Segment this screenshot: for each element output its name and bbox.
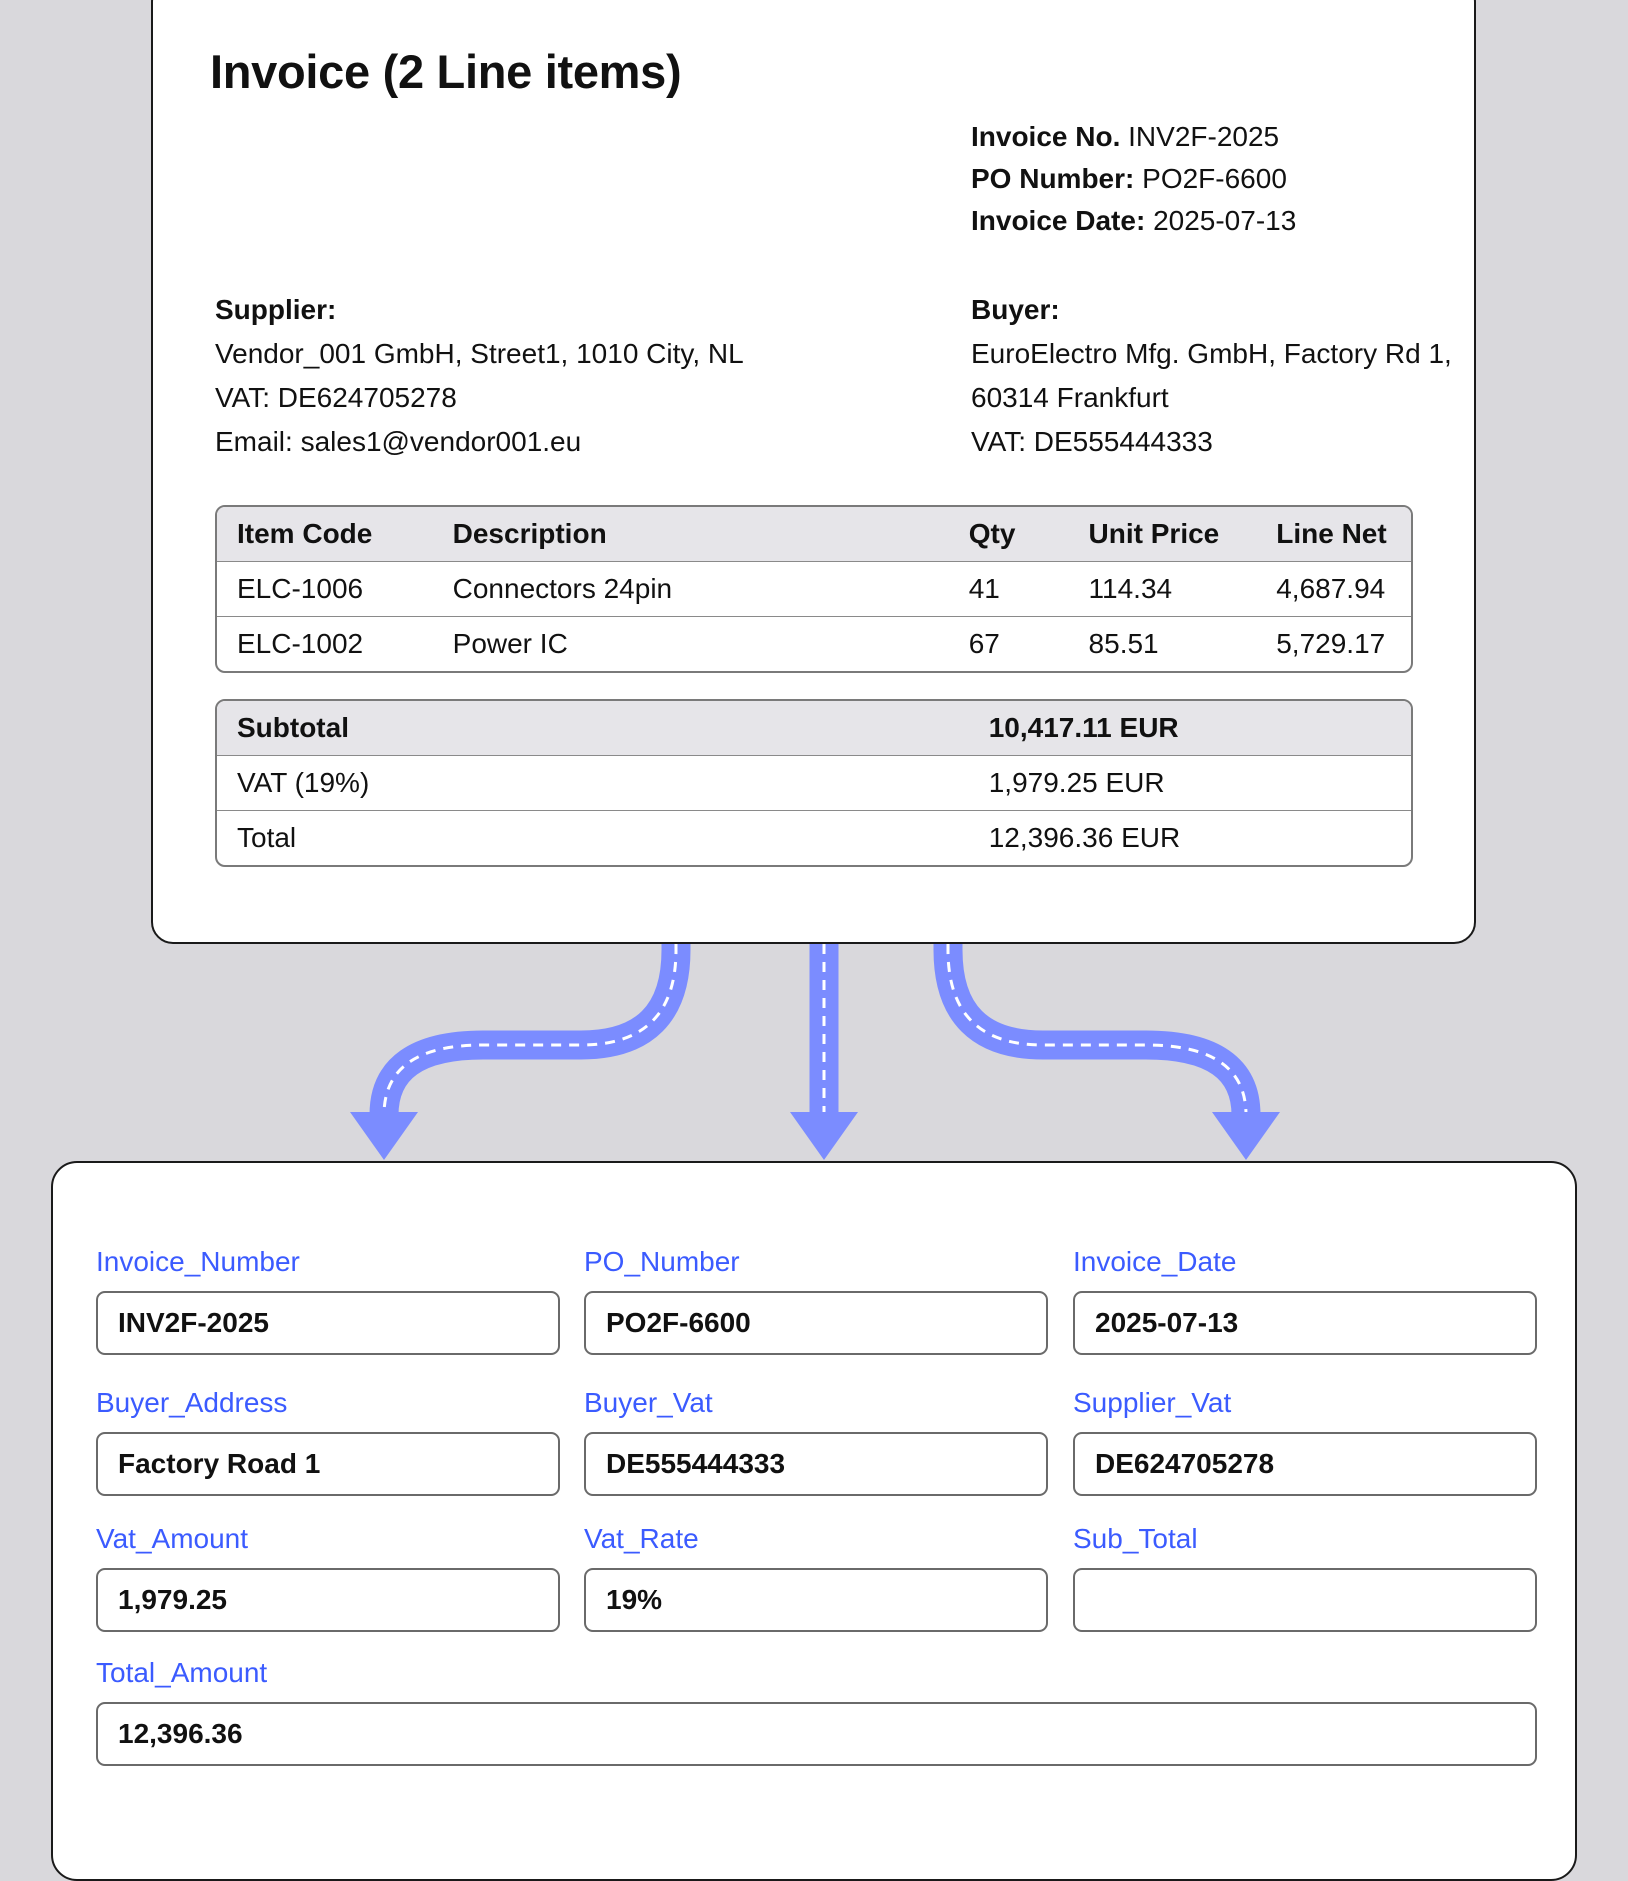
field-label: Invoice_Number — [96, 1246, 300, 1277]
subtotal-amount: 10,417.11 EUR — [988, 712, 1179, 743]
field-sub-total — [1073, 1522, 1537, 1632]
buyer-vat-input[interactable]: DE555444333 — [584, 1432, 1048, 1496]
field-label: Vat_Amount — [96, 1523, 249, 1554]
right-arrow-head — [1212, 1112, 1280, 1160]
field-buyer-address — [96, 1386, 560, 1496]
line-net-cell: 4,687.94 — [1276, 573, 1386, 604]
supplier-email: Email: sales1@vendor001.eu — [215, 426, 582, 457]
field-po-number — [584, 1245, 1048, 1355]
unit-price-cell: 85.51 — [1088, 628, 1159, 659]
field-invoice-date — [1073, 1245, 1537, 1355]
supplier-vat: VAT: DE624705278 — [215, 382, 457, 413]
po-number-label: PO Number: — [971, 163, 1135, 194]
invoice-title: Invoice (2 Line items) — [210, 45, 682, 98]
header-unit-price: Unit Price — [1088, 518, 1220, 549]
supplier-heading: Supplier: — [215, 294, 337, 325]
buyer-address-line1: EuroElectro Mfg. GmbH, Factory Rd 1, — [971, 338, 1452, 369]
qty-cell: 67 — [968, 628, 1000, 659]
item-code-cell: ELC-1006 — [237, 573, 364, 604]
po-number-input[interactable]: PO2F-6600 — [584, 1291, 1048, 1355]
field-vat-amount — [96, 1522, 560, 1632]
buyer-address-input[interactable]: Factory Road 1 — [96, 1432, 560, 1496]
header-qty: Qty — [968, 518, 1016, 549]
field-label: Supplier_Vat — [1073, 1387, 1232, 1418]
center-arrow-head — [790, 1112, 858, 1160]
field-total-amount — [96, 1656, 1537, 1766]
item-code-cell: ELC-1002 — [237, 628, 364, 659]
right-arrow — [948, 944, 1280, 1160]
subtotal-label: Subtotal — [237, 712, 349, 743]
left-arrow-head — [350, 1112, 418, 1160]
field-supplier-vat — [1073, 1386, 1537, 1496]
supplier-vat-input[interactable]: DE624705278 — [1073, 1432, 1537, 1496]
header-description: Description — [452, 518, 607, 549]
right-arrow-body — [948, 944, 1246, 1115]
field-label: Sub_Total — [1073, 1523, 1198, 1554]
invoice-date-label: Invoice Date: — [971, 205, 1146, 236]
header-item-code: Item Code — [237, 518, 373, 549]
invoice-number-value: INV2F-2025 — [1128, 121, 1280, 152]
header-line-net: Line Net — [1276, 518, 1387, 549]
buyer-vat: VAT: DE555444333 — [971, 426, 1213, 457]
field-invoice-number — [96, 1245, 560, 1355]
line-net-cell: 5,729.17 — [1276, 628, 1386, 659]
field-label: Total_Amount — [96, 1657, 268, 1688]
description-cell: Connectors 24pin — [452, 573, 673, 604]
unit-price-cell: 114.34 — [1088, 573, 1173, 604]
invoice-date-input[interactable]: 2025-07-13 — [1073, 1291, 1537, 1355]
qty-cell: 41 — [968, 573, 1000, 604]
vat-amount-input[interactable]: 1,979.25 — [96, 1568, 560, 1632]
vat-rate-input[interactable]: 19% — [584, 1568, 1048, 1632]
total-amount-input[interactable]: 12,396.36 — [96, 1702, 1537, 1766]
left-arrow — [350, 944, 676, 1160]
vat-amount: 1,979.25 EUR — [988, 767, 1165, 798]
extracted-fields-form — [51, 1161, 1577, 1881]
field-label: Buyer_Address — [96, 1387, 288, 1418]
left-arrow-body — [384, 944, 676, 1115]
buyer-address-line2: 60314 Frankfurt — [971, 382, 1169, 413]
field-label: Vat_Rate — [584, 1523, 699, 1554]
invoice-date-value: 2025-07-13 — [1153, 205, 1297, 236]
total-label: Total — [237, 822, 297, 853]
po-number-value: PO2F-6600 — [1142, 163, 1287, 194]
center-arrow — [790, 944, 858, 1160]
invoice-number-input[interactable]: INV2F-2025 — [96, 1291, 560, 1355]
description-cell: Power IC — [452, 628, 568, 659]
field-label: Invoice_Date — [1073, 1246, 1237, 1277]
sub-total-input[interactable] — [1073, 1568, 1537, 1632]
vat-label: VAT (19%) — [237, 767, 370, 798]
field-label: Buyer_Vat — [584, 1387, 713, 1418]
buyer-heading: Buyer: — [971, 294, 1060, 325]
field-buyer-vat — [584, 1386, 1048, 1496]
field-vat-rate — [584, 1522, 1048, 1632]
invoice-number-label: Invoice No. — [971, 121, 1121, 152]
supplier-address: Vendor_001 GmbH, Street1, 1010 City, NL — [215, 338, 744, 369]
field-label: PO_Number — [584, 1246, 740, 1277]
total-amount: 12,396.36 EUR — [988, 822, 1181, 853]
